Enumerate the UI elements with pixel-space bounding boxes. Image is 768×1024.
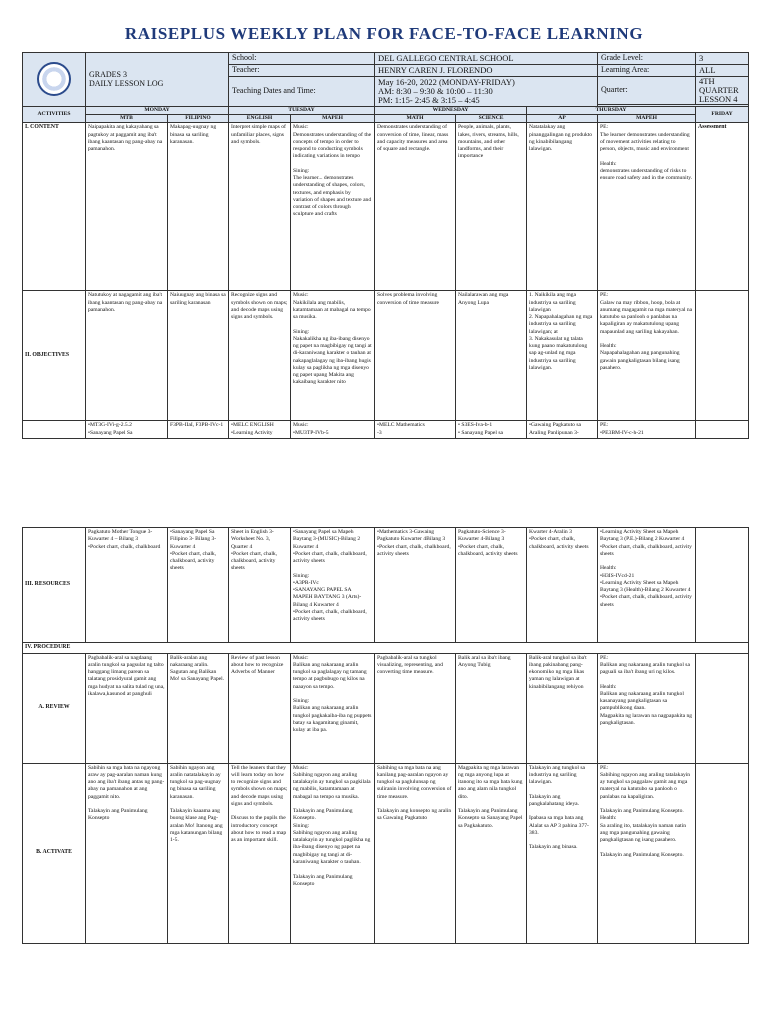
row-label-activate: B. ACTIVATE [23,763,86,943]
objectives-mtb: Natutukoy at nagagamit ang iba't ibang kaantasan ng pang-abay na pamanahon. [86,291,168,421]
objectives-ap: 1. Naikikila ang mga industriya sa sariling lalawigan 2. Napapahalagahan ng mga industriya sa sariling lalawigan; at 3. Nakakasulat ng talata kung paano makatutulong sap ag-unlad ng mga industriya sa sariling lalawigan. [527,291,598,421]
objectives-english: Recognize signs and symbols shown on maps; and decode maps using signs and symbols. [229,291,291,421]
teacher-label: Teacher: [229,65,375,77]
grade-level-label: Grade Level: [598,53,696,65]
resources-row [23,528,749,643]
row-label-review: A. REVIEW [23,653,86,763]
review-mapeh-tuesday: Music: Balikan ang nakaraang aralin tungkol sa paglalagay ng tamang tempo at pagbubugo ng kilos na naaayon sa tempo. Sining: Balikan ang nakaraang aralin tungkol pagkakaiba-iba ng puppets batay sa kagamitang ginamit, kulay at iba pa. [291,653,375,763]
am-time-line: AM: 8:30 – 9:30 & 10:00 – 11:30 [378,85,493,96]
review-math: Pagbabalik-aral sa tungkol visualizing, representing, and converting time measure. [375,653,456,763]
pm-time-line: PM: 1:15- 2:45 & 3:15 – 4:45 [378,94,480,105]
monday-header: MONDAY [86,106,229,114]
wednesday-header: WEDNESDAY [375,106,527,114]
grade-log-title [86,53,229,107]
content-science: People, animals, plants, lakes, rivers, streams, hills, mountains, and other landforms, and their importance [456,123,527,291]
resources-friday [696,528,749,643]
resources-mapeh-thursday: •Learning Activity Sheet sa Mapeh Baytang 3 (P.E.)-Bilang 2 Kuwarter 4 •Pocket chart, chalk, chalkboard, activity sheets Health: •H3IS-IVcd-21 •Learning Activity Sheet sa Mapeh Baytang 3 (Health)-Bilang 2 Kuwarter 4 •Pocket chart, chalk, chalkboard, activity sheets [598,528,696,643]
grade-line: GRADES 3 [89,69,128,79]
subject-mtb: MTB [86,115,168,123]
school-value: DEL GALLEGO CENTRAL SCHOOL [375,53,598,65]
teacher-value: HENRY CAREN J. FLORENDO [375,65,598,77]
activate-friday [696,763,749,943]
activities-header: ACTIVITIES [23,106,86,123]
quarter-label: Quarter: [598,77,696,105]
review-mtb: Pagbabalik-aral sa nagdaang aralin tungkol sa pagsulat ng talto hanggang limang parean sa talatang prosidyural gamit ang mga hudyat na salita tulad ng una, ikalawa,kasunod at panghuli [86,653,168,763]
activate-math: Sabihing sa mga bata na ang kanilang pag-aaralan ngayon ay tungkol sa paglulunsap ng suliranin involving conversion of time measure. Talakayin ang konsepto ng aralin sa Gawaing Pagkatuto [375,763,456,943]
activate-filipino: Sabihin ngayon ang aralin natatalakayin ay tungkol sa pag-uugnay ng binasa sa sariling karanasan. Talakayin kaaama ang buong klase ang Pag-aralan Mo! Itanong ang mga katanungan bilang 1-5. [168,763,229,943]
activate-mapeh-thursday: PE: Sabihing ngayon ang araling tatalakayin ay tungkol sa paggalaw gamit ang mga materyal na katutubo sa panlooh o panlabas na kapaligiran. Talakayin ang Panimulang Konsepto. Health: Sa araling ito, tatalakayin naman natin ang mga pangunahing gawaing pangkaligtasan ng isang pasahero. Talakayin ang Panimulang Konsepto. [598,763,696,943]
friday-header: FRIDAY [696,106,749,123]
codes-english: •MELC ENGLISH •Learning Activity [229,421,291,439]
codes-science: • S3ES-Iva-b-1 • Sanayang Papel sa [456,421,527,439]
objectives-science: Nailalarawan ang mga Anyong Lupa [456,291,527,421]
content-mapeh-thursday: PE: The learner demonstrates understanding of movement activities relating to person, objects, music and environment Health: demonstrates understanding of risks to ensure road safety and in the community. [598,123,696,291]
resources-filipino: •Sanayang Papel Sa Filipino 3- Bilang 3-Kuwarter 4 •Pocket chart, chalk, chalkboard, activity sheets [168,528,229,643]
resources-mtb: Pagkatuto Mother Tongue 3-Kuwarter 4 – Bilang 3 •Pocket chart, chalk, chalkboard [86,528,168,643]
learning-area-value: ALL [696,65,749,77]
school-seal-cell [23,53,86,107]
content-math: Demonstrates understanding of conversion of time, linear, mass and capacity measures and area of square and rectangle. [375,123,456,291]
school-label: School: [229,53,375,65]
learning-area-label: Learning Area: [598,65,696,77]
review-english: Review of past lesson about how to recognize Adverbs of Manner [229,653,291,763]
codes-row [23,421,749,439]
lesson-line: LESSON 4 [699,93,738,104]
row-label-procedure: IV. PROCEDURE [23,643,749,654]
review-friday [696,653,749,763]
teaching-dates-label: Teaching Dates and Time: [229,77,375,107]
row-label-content: I. CONTENT [23,123,86,291]
thursday-header: THURSDAY [527,106,696,114]
resources-english: Sheet in English 3-Worksheet No. 3, Quarter 4 •Pocket chart, chalk, chalkboard, activity sheets [229,528,291,643]
codes-mapeh-tuesday: Music: •MU3TP-IVb-5 [291,421,375,439]
subject-english: ENGLISH [229,115,291,123]
teaching-dates-value [375,77,598,107]
content-english: Interpret simple maps of unfamiliar places, signs and symbols. [229,123,291,291]
objectives-filipino: Naiuugnay ang binasa sa sariling karanasan [168,291,229,421]
codes-friday [696,421,749,439]
quarter-line: 4TH QUARTER [699,76,739,95]
subject-math: MATH [375,115,456,123]
deped-seal-icon [37,62,71,96]
codes-filipino: F3PB-IIaI, F3PB-IVc-1 [168,421,229,439]
objectives-friday [696,291,749,421]
lesson-log-page-1 [22,52,749,439]
quarter-value [696,77,749,105]
page-title: RAISEPLUS WEEKLY PLAN FOR FACE-TO-FACE LEARNING [124,24,644,43]
review-science: Balik aral sa iba't ibang Anyong Tubig [456,653,527,763]
codes-mtb: •MT3G-IVi-g-2.5.2 •Sanayang Papel Sa [86,421,168,439]
tuesday-header: TUESDAY [229,106,375,114]
objectives-mapeh-thursday: PE: Galaw na may ribbon, hoop, bola at anumang magagamit na mga materyal na katutubo sa panlooh o panlabas na kapaligiran ay makatutulong upang mapaunlad ang sariling kakayahan. Health: Napapahalagahan ang pangunahing gawain pangkaligtasan bilang isang pasahero. [598,291,696,421]
codes-mapeh-thursday: PE: •PE3BM-IV-c-h-21 [598,421,696,439]
objectives-mapeh-tuesday: Music: Nakikilala ang mabilis, katamtamaan at mabagal na tempo sa musika. Sining: Nakakalikha ng iba-ibang disenyo ng papet na magbibigay ng tangi at di-karaniwang karakter o tauhan at nakapaglalagay ng iba-ibang hugis kulay sa paglikha ng mga disenyo ng papet upang Makita ang kakaibang karakter nito [291,291,375,421]
resources-math: •Mathematics 3-Gawaing Pagkatuto Kuwarter 4Bilang 3 •Pocket chart, chalk, chalkboard, activity sheets [375,528,456,643]
activate-science: Magpakita ng mga larawan ng mga anyong lupa at itanong ito sa mga bata kung ano ang alam nila tungkol dito. Talakayin ang Panimulang Konsepto sa Sanayang Papel sa Pagkakatuto. [456,763,527,943]
content-ap: Natatalakay ang pinanggalingan ng produkto ng kinabibilangang lalawigan. [527,123,598,291]
activate-mtb: Sabihin sa mga bata na ngayong araw ay pag-aaralan naman kung ano ang iba't ibang antas ng pang-abay na pamanahon at ang paggamit nito. Talakayin ang Panimulang Konsepto [86,763,168,943]
review-row [23,653,749,763]
row-label-objectives: II. OBJECTIVES [23,291,86,421]
content-friday: Assessment [696,123,749,291]
subject-mapeh-thursday: MAPEH [598,115,696,123]
review-filipino: Balik-aralan ang nakaraang aralin. Sagutan ang Balikan Mo! sa Sanayang Papel. [168,653,229,763]
procedure-row [23,643,749,654]
subject-ap: AP [527,115,598,123]
codes-label-cell [23,421,86,439]
review-ap: Balik-aral tungkol sa iba't ibang pakinabang pang-ekonomiko ng mga likas yaman ng lalawigan at kinabibilangang rehiyon [527,653,598,763]
resources-science: Pagkatuto-Science 3-Kuwarter 4-Bilang 3 •Pocket chart, chalk, chalkboard, activity sheets [456,528,527,643]
content-mtb: Naipapakita ang kakayahang sa pagtukoy at paggamit ang iba't ibang kaantasan ng pang-abay na pamanahon. [86,123,168,291]
objectives-row [23,291,749,421]
content-row [23,123,749,291]
lesson-log-page-2 [22,527,749,944]
activate-ap: Talakayin ang tungkol sa industriya ng sariling lalawigan. Talakayin ang pangkalahatang ideya. Ipabasa sa mga bata ang Alalat sa AP 3 pahina 377-383. Talakayin ang binasa. [527,763,598,943]
activate-row [23,763,749,943]
log-line: DAILY LESSON LOG [89,79,164,89]
activate-mapeh-tuesday: Music: Sabihing ngayon ang araling tatalakayin ay tungkol sa pagkilala ng mabilis, katamtamaan at mabagal na tempo sa musika. Talakayin ang Panimulang Konsepto. Sining: Sabihing ngayon ang araling tatalakayin ay tungkol paglikha ng iba-ibang disenyo ng papet na magbibigay ng tangi at di-karaniwang karakter o tauhan. Talakayin ang Panimulang Konsepto [291,763,375,943]
objectives-math: Solves problema involving conversion of time measure [375,291,456,421]
codes-ap: •Gawaing Pagkatuto sa Araling Panlipunan 3- [527,421,598,439]
dates-line: May 16-20, 2022 (MONDAY-FRIDAY) [378,77,515,87]
row-label-resources: III. RESOURCES [23,528,86,643]
resources-mapeh-tuesday: •Sanayang Papel sa Mapeh Baytang 3-(MUSIC)-Bilang 2 Kuwarter 4 •Pocket chart, chalk, chalkboard, activity sheets Sining: •A3PR-IVc •SANAYANG PAPEL SA MAPEH BAYTANG 3 (Arts)-Bilang 4 Kuwarter 4 •Pocket chart, chalk, chalkboard, activity sheets [291,528,375,643]
resources-ap: Kwarter 4-Aralin 3 •Pocket chart, chalk, chalkboard, activity sheets [527,528,598,643]
review-mapeh-thursday: PE: Balikan ang nakaraang aralin tungkol sa paguali sa iba't ibang uri ng kilos. Health: Balikan ang nakaraang aralin tungkol kasanayang pangkaligtasan sa pampublikong daan. Magpakita ng larawan na nagpapakita ng pangkaligtasan. [598,653,696,763]
subject-science: SCIENCE [456,115,527,123]
activate-english: Tell the leaners that they will learn today on how to recognize signs and symbols shown on maps; and decode maps using signs and symbols. Discuss to the pupils the introductory concept about how to read a map as an important skill. [229,763,291,943]
subject-mapeh-tuesday: MAPEH [291,115,375,123]
grade-level-value: 3 [696,53,749,65]
subject-filipino: FILIPINO [168,115,229,123]
codes-math: •MELC Mathematics -3 [375,421,456,439]
content-filipino: Makapag-uugnay ng binasa sa sariling karanasan. [168,123,229,291]
content-mapeh-tuesday: Music: Demonstrates understanding of the concepts of tempo in order to respond to conducting symbols indicating variations in tempo Sining: The learner... demonstrates understanding of shapes, colors, textures, and emphasis by variation of shapes and texture and contrast of colors through sculpture and crafts [291,123,375,291]
